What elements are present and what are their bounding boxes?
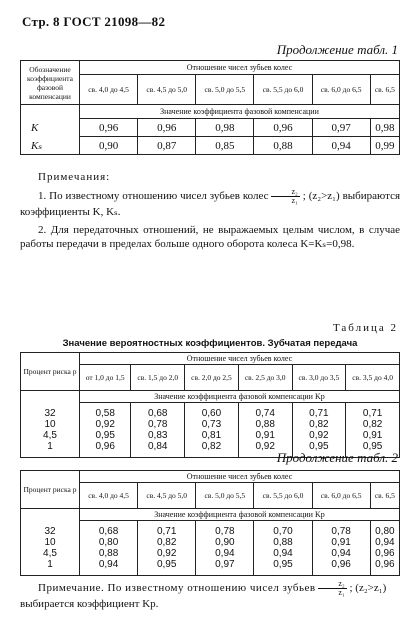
table1-range: св. 4,0 до 4,5 bbox=[80, 75, 138, 105]
table2-cell: 0,83 bbox=[148, 430, 168, 441]
table2-continuation bbox=[20, 470, 400, 576]
table3-value-header: Значение коэффициента фазовой компенсации Kp bbox=[80, 509, 400, 521]
table1-cell: 0,99 bbox=[370, 137, 399, 155]
table3-range: св. 5,5 до 6,0 bbox=[254, 483, 312, 509]
table2-cell: 0,60 bbox=[201, 408, 222, 419]
table1-cell: 0,96 bbox=[138, 119, 196, 137]
table2-cell: 0,81 bbox=[201, 430, 222, 441]
table1-cell: 0,96 bbox=[254, 119, 312, 137]
table2-range: св. 1,5 до 2,0 bbox=[131, 365, 185, 391]
table2-note-text-end: выбирается коэффициент Kp. bbox=[20, 598, 159, 610]
table2-group-header: Отношение чисел зубьев колес bbox=[80, 353, 400, 365]
table3-cell: 0,82 bbox=[156, 537, 177, 548]
table1-row-label: Kₛ bbox=[21, 137, 80, 155]
table1-value-header: Значение коэффициента фазовой компенсации bbox=[80, 105, 400, 119]
table3-range: св. 4,5 до 5,0 bbox=[138, 483, 196, 509]
table2-range: св. 2,5 до 3,0 bbox=[238, 365, 292, 391]
table2-cell: 0,95 bbox=[309, 441, 329, 452]
table3-risk: 1 bbox=[47, 558, 53, 570]
table1-range: св. 5,0 до 5,5 bbox=[196, 75, 254, 105]
table3-range: св. 6,0 до 6,5 bbox=[312, 483, 370, 509]
table2-risk: 10 bbox=[44, 418, 56, 430]
table1-cell: 0,90 bbox=[80, 137, 138, 155]
note1-text-end: ; (z₂>z₁) выбираются коэффициенты K, Kₛ. bbox=[20, 190, 401, 218]
table2-number: Таблица 2 bbox=[332, 322, 398, 334]
table3-cell: 0,94 bbox=[273, 548, 293, 559]
table2-cell: 0,82 bbox=[201, 441, 222, 452]
table3-range: св. 6,5 bbox=[370, 483, 399, 509]
table3-risk: 10 bbox=[44, 536, 56, 548]
table3-cell: 0,88 bbox=[273, 537, 293, 548]
table3-risk: 4,5 bbox=[43, 547, 57, 559]
note1-fraction: $\frac{\text{z₂}}{\text{z₁}}$ bbox=[271, 188, 299, 205]
table1-cell: 0,97 bbox=[312, 119, 370, 137]
table2-risk: 4,5 bbox=[43, 429, 57, 441]
table2-cell: 0,71 bbox=[309, 408, 329, 419]
table2-value-header: Значение коэффициента фазовой компенсации Kp bbox=[80, 391, 400, 403]
table3-cell: 0,92 bbox=[156, 548, 177, 559]
notes-title: Примечания: bbox=[38, 171, 111, 183]
table3-range: св. 4,0 до 4,5 bbox=[80, 483, 138, 509]
table2-cell: 0,95 bbox=[95, 430, 115, 441]
table2-cell: 0,82 bbox=[362, 419, 383, 430]
table1-cell: 0,96 bbox=[80, 119, 138, 137]
table3-cell: 0,97 bbox=[215, 559, 235, 570]
table1-range: св. 4,5 до 5,0 bbox=[138, 75, 196, 105]
table3-rowhead: Процент риска p bbox=[21, 471, 80, 509]
table2-risk: 1 bbox=[47, 440, 53, 452]
table2-cell: 0,92 bbox=[255, 441, 275, 452]
table2-cell: 0,74 bbox=[255, 408, 275, 419]
table1-cell: 0,98 bbox=[370, 119, 399, 137]
table3-cell: 0,95 bbox=[156, 559, 177, 570]
table1-cell: 0,85 bbox=[196, 137, 254, 155]
table3-cell: 0,96 bbox=[375, 548, 395, 559]
table2-title: Значение вероятностных коэффициентов. Зубчатая передача bbox=[62, 338, 358, 349]
table1-group-header: Отношение чисел зубьев колес bbox=[80, 61, 400, 75]
table2-cell: 0,96 bbox=[95, 441, 115, 452]
table1-cell: 0,98 bbox=[196, 119, 254, 137]
table2-range: св. 3,0 до 3,5 bbox=[292, 365, 346, 391]
table1-cell: 0,88 bbox=[254, 137, 312, 155]
table3-risk: 32 bbox=[44, 525, 56, 537]
table1-range: св. 6,5 bbox=[370, 75, 399, 105]
table3-cell: 0,96 bbox=[331, 559, 351, 570]
table2-cell: 0,58 bbox=[95, 408, 115, 419]
table2-cell: 0,84 bbox=[148, 441, 168, 452]
table1-cell: 0,87 bbox=[138, 137, 196, 155]
note2-text: 2. Для передаточных отношений, не выражаемых целым числом, в случае работы передачи в пределах больше одного оборота колеса K=Kₛ=0,98. bbox=[20, 224, 400, 250]
table2-note bbox=[20, 580, 400, 611]
table2-range: от 1,0 до 1,5 bbox=[80, 365, 131, 391]
table3-cell: 0,71 bbox=[156, 526, 177, 537]
table3-cell: 0,94 bbox=[98, 559, 119, 570]
table3-cell: 0,80 bbox=[98, 537, 119, 548]
table1 bbox=[20, 60, 400, 155]
table2-range: св. 2,0 до 2,5 bbox=[185, 365, 239, 391]
table3-cell: 0,78 bbox=[331, 526, 351, 537]
table1-cell: 0,94 bbox=[312, 137, 370, 155]
table2-note-fraction: $\frac{\text{z₂}}{\text{z₁}}$ bbox=[318, 580, 346, 597]
table1-range: св. 5,5 до 6,0 bbox=[254, 75, 312, 105]
table3-cell: 0,90 bbox=[215, 537, 235, 548]
note1-text: 1. По известному отношению чисел зубьев колес bbox=[38, 190, 269, 203]
table3-cell: 0,95 bbox=[273, 559, 293, 570]
table3-cell: 0,78 bbox=[215, 526, 235, 537]
table2-risk: 32 bbox=[44, 407, 56, 419]
table2-cell: 0,92 bbox=[309, 430, 329, 441]
continuation-label-table2: Продолжение табл. 2 bbox=[276, 450, 398, 465]
table3-cell: 0,96 bbox=[375, 559, 395, 570]
table2-cell: 0,91 bbox=[362, 430, 383, 441]
table3-cell: 0,70 bbox=[273, 526, 293, 537]
table2-cell: 0,92 bbox=[95, 419, 115, 430]
table3-cell: 0,80 bbox=[375, 526, 395, 537]
table3-cell: 0,94 bbox=[331, 548, 351, 559]
table2-cell: 0,73 bbox=[201, 419, 222, 430]
table3-range: св. 5,0 до 5,5 bbox=[196, 483, 254, 509]
table2-note-condition: ; (z₂>z₁) bbox=[349, 582, 387, 595]
table1-rowhead: Обозначение коэффициента фазовой компенсации bbox=[21, 61, 80, 105]
table3-group-header: Отношение чисел зубьев колес bbox=[80, 471, 400, 483]
table2-cell: 0,78 bbox=[148, 419, 168, 430]
continuation-label-table1: Продолжение табл. 1 bbox=[276, 42, 398, 57]
table2-rowhead: Процент риска p bbox=[21, 353, 80, 391]
table2 bbox=[20, 352, 400, 458]
table2-cell: 0,91 bbox=[255, 430, 275, 441]
table2-cell: 0,95 bbox=[362, 441, 383, 452]
table2-cell: 0,71 bbox=[362, 408, 383, 419]
table3-cell: 0,68 bbox=[98, 526, 119, 537]
notes bbox=[20, 170, 400, 251]
table3-cell: 0,91 bbox=[331, 537, 351, 548]
table2-cell: 0,68 bbox=[148, 408, 168, 419]
table3-cell: 0,94 bbox=[375, 537, 395, 548]
table1-range: св. 6,0 до 6,5 bbox=[312, 75, 370, 105]
table2-range: св. 3,5 до 4,0 bbox=[346, 365, 400, 391]
table1-row-label: K bbox=[21, 119, 80, 137]
table3-cell: 0,94 bbox=[215, 548, 235, 559]
table2-cell: 0,88 bbox=[255, 419, 275, 430]
table2-note-text: Примечание. По известному отношению чисел зубьев bbox=[38, 582, 316, 595]
table2-cell: 0,82 bbox=[309, 419, 329, 430]
table3-cell: 0,88 bbox=[98, 548, 119, 559]
page-header: Стр. 8 ГОСТ 21098—82 bbox=[22, 14, 166, 29]
